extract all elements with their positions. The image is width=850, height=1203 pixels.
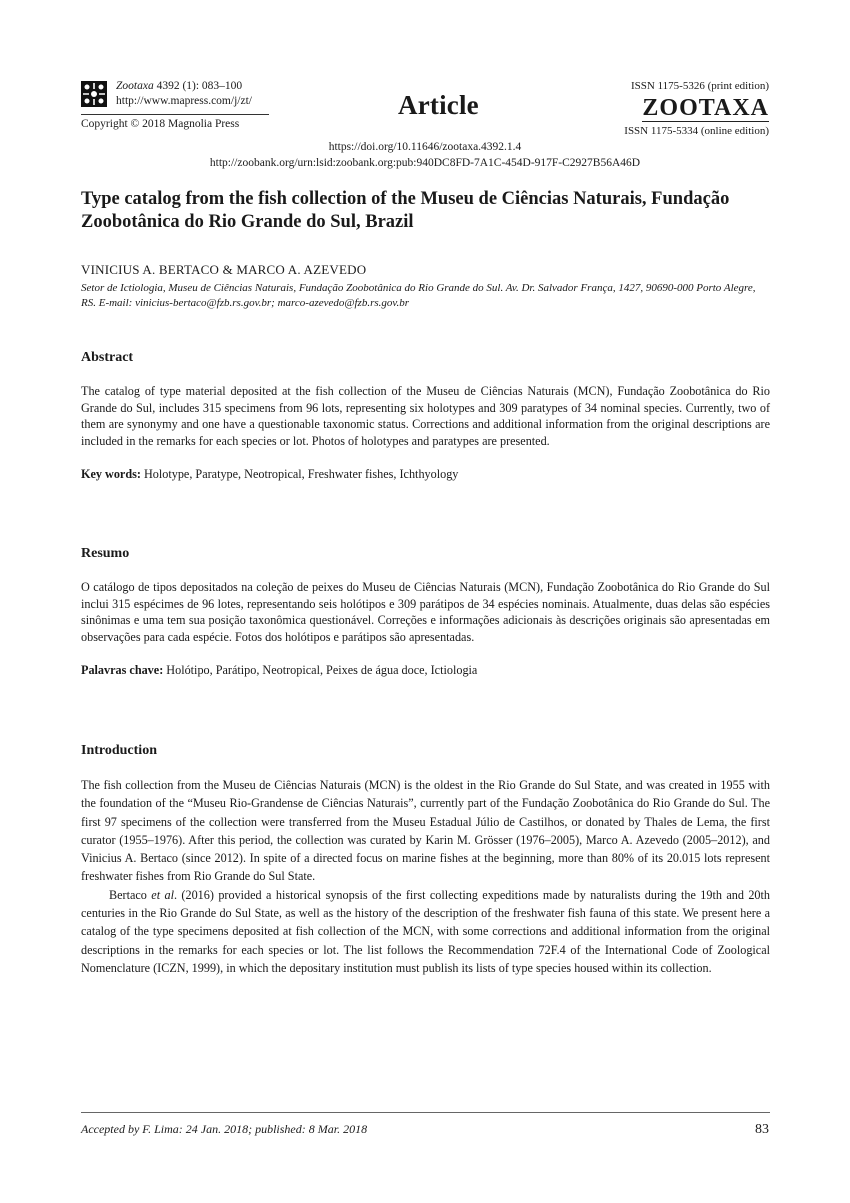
accepted-note: Accepted by F. Lima: 24 Jan. 2018; published: 8 Mar. 2018: [81, 1122, 368, 1136]
zoobank-link[interactable]: http://zoobank.org/urn:lsid:zoobank.org:pub:940DC8FD-7A1C-454D-917F-C2927B56A46D: [209, 157, 641, 169]
affiliation: Setor de Ictiologia, Museu de Ciências Naturais, Fundação Zoobotânica do Rio Grande do Sul. Av. Dr. Salvador França, 1427, 90690-000 Porto Alegre, RS. E-mail: vinicius-bertaco@fzb.rs.gov.br; marco-azevedo@fzb.rs.gov.br: [81, 282, 756, 309]
page-number: 83: [755, 1122, 769, 1137]
article-label: Article: [398, 90, 479, 120]
resumo-heading: Resumo: [81, 546, 130, 561]
issn-block: [509, 79, 769, 138]
introduction-heading: Introduction: [81, 743, 157, 758]
journal-ref: 4392 (1): 083–100: [153, 80, 243, 92]
keywords-list: Holotype, Paratype, Neotropical, Freshwater fishes, Ichthyology: [140, 467, 459, 481]
abstract-section: [81, 350, 770, 483]
keywords-label: Key words:: [81, 467, 141, 481]
resumo-text: O catálogo de tipos depositados na coleção de peixes do Museu de Ciências Naturais (MCN), Fundação Zoobotânica do Rio Grande do Sul inclui 315 espécimes de 96 lotes, representando seis holótipos e 309 parátipos de 34 espécies nominais. Atualmente, duas delas são espécies sinônimas e uma tem sua posição taxonômica questionável. Correções e informações adicionais às descrições originais são apresentadas em observações para cada espécie. Fotos dos holótipos e parátipos são apresentadas.: [81, 580, 770, 644]
abstract-text: The catalog of type material deposited at the fish collection of the Museu de Ciências Naturais (MCN), Fundação Zoobotânica do Rio Grande do Sul, includes 315 specimens from 96 lots, representing six holotypes and 309 paratypes of 34 nominal species. Currently, two of them are synonymy and one have a questionable taxonomic status. Corrections and additional information from the original descriptions are included in the remarks for each species or lot. Photos of holotypes and paratypes are presented.: [81, 384, 770, 448]
issn-online: ISSN 1175-5334 (online edition): [624, 125, 769, 137]
authors: VINICIUS A. BERTACO & MARCO A. AZEVEDO: [81, 262, 367, 277]
abstract-heading: Abstract: [81, 350, 134, 365]
footer-divider: [81, 1112, 770, 1113]
copyright: Copyright © 2018 Magnolia Press: [81, 118, 240, 130]
zootaxa-brand: ZOOTAXA: [642, 95, 769, 121]
doi-block: [0, 139, 850, 171]
resumo-section: [81, 546, 770, 679]
palavras-chave-label: Palavras chave:: [81, 663, 164, 677]
intro-p2-rest: . (2016) provided a historical synopsis of the first collecting expeditions made by naturalists during the 19th and 20th centuries in the Rio Grande do Sul State, as well as the history of the description of the freshwater fish fauna of this state. We present here a catalog of the type specimens deposited at fish collection of the MCN, with some corrections and additional information from the original descriptions in the remarks for each species or lot. The list follows the Recommendation 72F.4 of the International Code of Zoological Nomenclature (ICZN, 1999), in which the depositary institution must publish its lists of type species housed within its collection.: [81, 887, 770, 975]
intro-p2-start: Bertaco: [109, 887, 152, 902]
issn-print: ISSN 1175-5326 (print edition): [631, 80, 769, 92]
paper-title: Type catalog from the fish collection of the Museu de Ciências Naturais, Fundação Zoobotânica do Rio Grande do Sul, Brazil: [81, 189, 730, 232]
intro-p2-etal: et al: [151, 887, 174, 902]
introduction-section: [81, 743, 770, 977]
introduction-paragraph-2: [81, 886, 770, 977]
journal-url[interactable]: http://www.mapress.com/j/zt/: [116, 95, 252, 107]
introduction-paragraph-1: The fish collection from the Museu de Ciências Naturais (MCN) is the oldest in the Rio Grande do Sul State, and was created in 1955 with the foundation of the “Museu Rio-Grandense de Ciências Naturais”, currently part of the Fundação Zoobotânica do Rio Grande do Sul. The first 97 specimens of the collection were transferred from the Museu Estadual Júlio de Castilhos, or donated by Thales de Lema, the first curator (1955–1976). After this period, the collection was curated by Karin M. Grösser (1976–2005), Marco A. Azevedo (2005–2012), and Vinicius A. Bertaco (since 2012). In spite of a directed focus on marine fishes at the beginning, more than 80% of its 20.015 lots represent freshwater fishes from Rio Grande do Sul State.: [81, 778, 770, 884]
journal-name: Zootaxa: [116, 80, 154, 92]
resumo-keywords: [81, 662, 770, 679]
palavras-chave-list: Holótipo, Parátipo, Neotropical, Peixes de água doce, Ictiologia: [163, 663, 478, 677]
header-divider: [81, 114, 269, 115]
journal-citation: [116, 79, 252, 109]
doi-link[interactable]: https://doi.org/10.11646/zootaxa.4392.1.4: [328, 141, 522, 153]
abstract-keywords: [81, 466, 770, 483]
zootaxa-logo-icon: [81, 81, 107, 107]
